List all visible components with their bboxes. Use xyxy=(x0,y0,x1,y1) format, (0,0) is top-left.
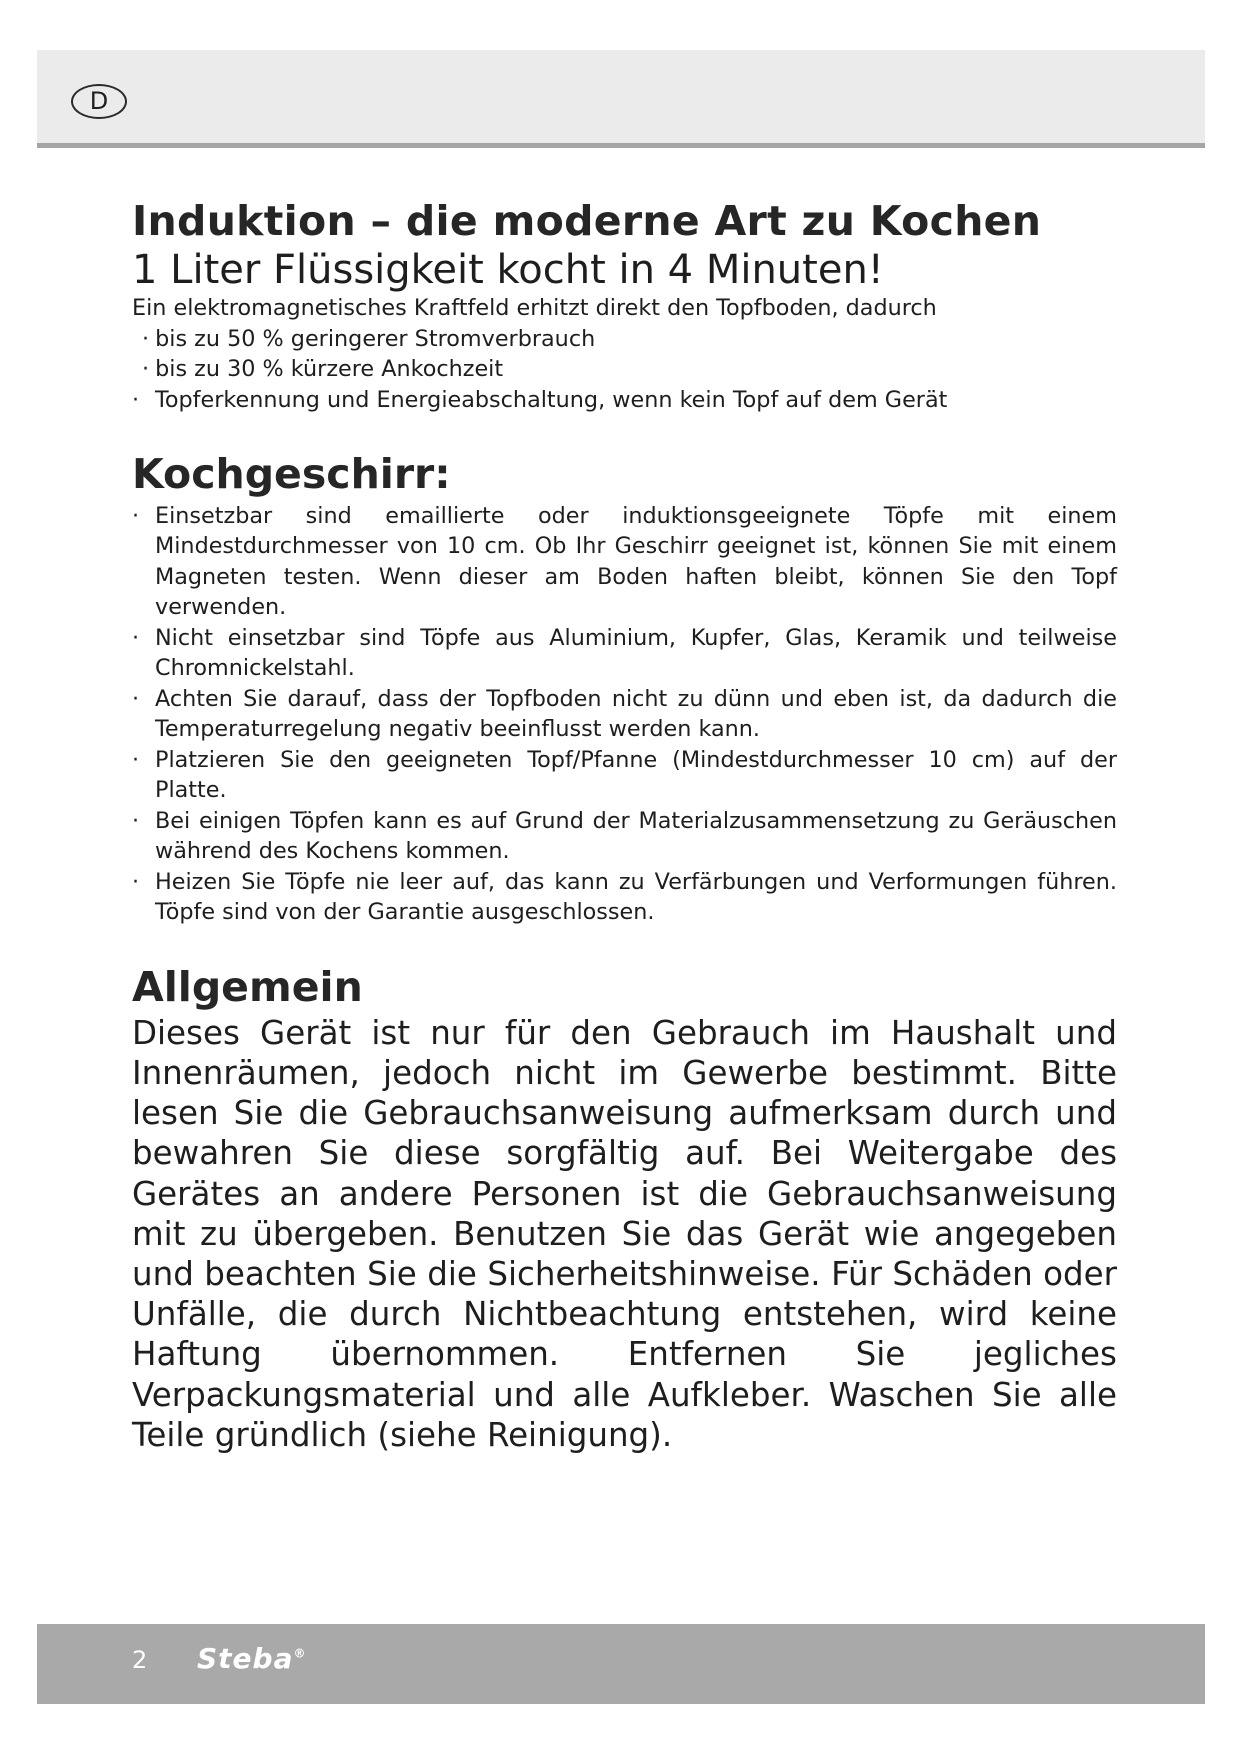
benefit-list xyxy=(132,324,1117,385)
list-item: · Einsetzbar sind emaillierte oder induktionsgeeignete Töpfe mit einem Mindestdurchmesser von 10 cm. Ob Ihr Geschirr geeignet ist, können Sie mit einem Magneten testen. Wenn dieser am Boden haften bleibt, können Sie den Topf verwenden. xyxy=(132,501,1117,623)
language-badge: D xyxy=(71,84,127,119)
feature-list xyxy=(132,385,1117,416)
page-number: 2 xyxy=(132,1646,148,1674)
brand-logo: Steba® xyxy=(197,1642,307,1675)
list-item: · bis zu 50 % geringerer Stromverbrauch xyxy=(132,324,1117,355)
list-item: · Platzieren Sie den geeigneten Topf/Pfanne (Mindestdurchmesser 10 cm) auf der Platte. xyxy=(132,745,1117,806)
list-item: · bis zu 30 % kürzere Ankochzeit xyxy=(132,354,1117,385)
footer-band xyxy=(37,1624,1205,1704)
section-kochgeschirr xyxy=(132,449,1117,927)
brand-name: Steba xyxy=(197,1642,294,1675)
section-allgemein xyxy=(132,962,1117,1455)
general-text: Dieses Gerät ist nur für den Gebrauch im Haushalt und Innenräumen, jedoch nicht im Gewerbe bestimmt. Bitte lesen Sie die Gebrauchsanweisung aufmerksam durch und bewahren Sie diese sorgfältig auf. Bei Weitergabe des Gerätes an andere Personen ist die Gebrauchsanweisung mit zu übergeben. Benutzen Sie das Gerät wie angegeben und beachten Sie die Sicherheitshinweise. Für Schäden oder Unfälle, die durch Nichtbeachtung entstehen, wird keine Haftung übernommen. Entfernen Sie jegliches Verpackungsmaterial und alle Aufkleber. Waschen Sie alle Teile gründlich (siehe Reinigung). xyxy=(132,1013,1117,1454)
cookware-list xyxy=(132,501,1117,928)
page-content xyxy=(132,196,1117,1455)
list-item: · Nicht einsetzbar sind Töpfe aus Aluminium, Kupfer, Glas, Keramik und teilweise Chromnickelstahl. xyxy=(132,623,1117,684)
section-title-kochgeschirr: Kochgeschirr: xyxy=(132,450,451,499)
section-induktion xyxy=(132,196,1117,415)
intro-text: Ein elektromagnetisches Kraftfeld erhitzt direkt den Topfboden, dadurch xyxy=(132,295,937,322)
list-item: · Topferkennung und Energieabschaltung, wenn kein Topf auf dem Gerät xyxy=(132,385,1117,416)
section-title-allgemein: Allgemein xyxy=(132,962,363,1011)
list-item: · Bei einigen Töpfen kann es auf Grund der Materialzusammensetzung zu Geräuschen während des Kochens kommen. xyxy=(132,806,1117,867)
section-title-induktion: Induktion – die moderne Art zu Kochen xyxy=(132,197,1042,245)
section-subtitle: 1 Liter Flüssigkeit kocht in 4 Minuten! xyxy=(132,247,884,294)
list-item: · Heizen Sie Töpfe nie leer auf, das kann zu Verfärbungen und Verformungen führen. Töpfe sind von der Garantie ausgeschlossen. xyxy=(132,867,1117,928)
header-band xyxy=(37,50,1205,148)
list-item: · Achten Sie darauf, dass der Topfboden nicht zu dünn und eben ist, da dadurch die Temperaturregelung negativ beeinflusst werden kann. xyxy=(132,684,1117,745)
